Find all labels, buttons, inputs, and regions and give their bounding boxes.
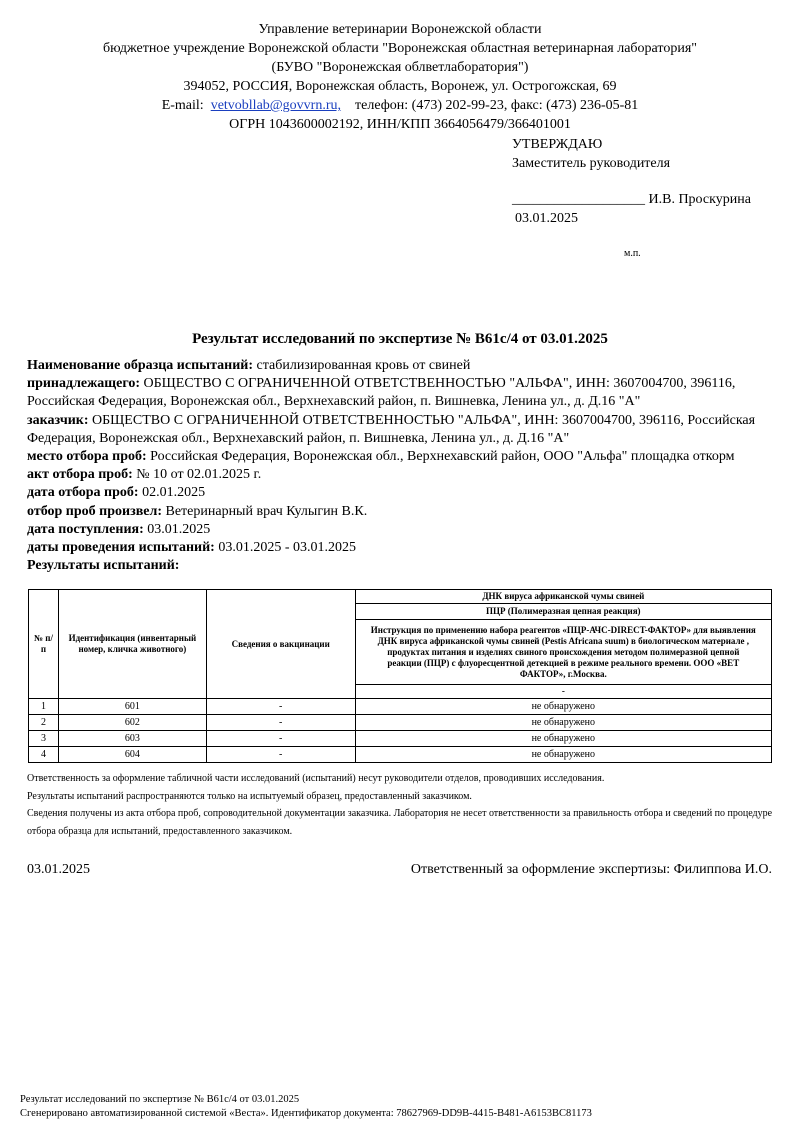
customer-value: ОБЩЕСТВО С ОГРАНИЧЕННОЙ ОТВЕТСТВЕННОСТЬЮ "АЛЬФА", ИНН: 3607004700, 396116, Российская Федерация, Воронежская обл., Верхнехавский район, п. Вишневка, Ленина ул., д. Д.16 "А" [27,412,756,446]
col-header-vaccination: Сведения о вакцинации [206,590,355,699]
results-heading [27,557,777,575]
sampling-place [27,448,777,466]
sampling-act-label: акт отбора проб: [27,467,133,483]
email-label: E-mail: [161,98,204,113]
org-parent: Управление ветеринарии Воронежской области [258,22,542,37]
cell-num: 4 [29,747,59,763]
footer-doc-ref: Результат исследований по экспертизе № В61с/4 от 03.01.2025 [20,1094,300,1105]
cell-id: 602 [58,715,206,731]
phone-fax: телефон: (473) 202-99-23, факс: (473) 236-05-81 [355,98,639,113]
note-scope: Результаты испытаний распространяются только на испытуемый образец, предоставленный заказчиком. [27,790,472,802]
cell-result: не обнаружено [355,747,771,763]
org-address: 394052, РОССИЯ, Воронежская область, Воронеж, ул. Острогожская, 69 [183,79,617,94]
cell-vaccination: - [206,747,355,763]
org-contacts [0,96,800,115]
cell-result: не обнаружено [355,715,771,731]
sampled-by-label: отбор проб произвел: [27,503,162,519]
sampling-place-value: Российская Федерация, Воронежская обл., Верхнехавский район, ООО "Альфа" площадка откорм [150,449,735,465]
table-row [29,731,772,747]
sample-name-value: стабилизированная кровь от свиней [256,358,471,373]
org-short-name: (БУВО "Воронежская облветлаборатория") [271,60,529,75]
cell-result: не обнаружено [355,699,771,715]
sampling-act [27,466,777,484]
receipt-date [27,521,777,539]
org-registration: ОГРН 1043600002192, ИНН/КПП 3664056479/366401001 [229,117,571,132]
notes [27,770,787,840]
cell-vaccination: - [206,731,355,747]
sample-name-label: Наименование образца испытаний: [27,358,253,373]
sampled-by [27,503,777,521]
test-dates-value: 03.01.2025 - 03.01.2025 [218,540,356,556]
document-title: Результат исследований по экспертизе № В61с/4 от 03.01.2025 [192,331,608,347]
note-disclaimer: Сведения получены из акта отбора проб, сопроводительной документации заказчика. Лаборатория не несет ответственности за правильность отбора и сведений по процедуре отбора образца для испытаний, предоставленного заказчиком. [27,808,773,837]
test-dates [27,539,777,557]
signature-line: ___________________ [512,192,645,207]
sample-info [27,357,777,575]
receipt-date-value: 03.01.2025 [147,521,211,537]
results-label: Результаты испытаний: [27,558,180,574]
sampling-act-value: № 10 от 02.01.2025 г. [136,467,262,483]
col-header-indicator: ДНК вируса африканской чумы свиней [355,590,771,604]
cell-vaccination: - [206,699,355,715]
cell-vaccination: - [206,715,355,731]
table-row [29,747,772,763]
footer-generated-id: Сгенерировано автоматизированной системой «Веста». Идентификатор документа: 78627969-DD9B-4415-B481-A6153BC81173 [20,1108,592,1119]
test-dates-label: даты проведения испытаний: [27,540,215,556]
results-table [28,589,772,763]
email-link[interactable]: vetvobllab@govvrn.ru, [210,98,342,113]
sampled-by-value: Ветеринарный врач Кулыгин В.К. [165,503,368,519]
cell-id: 604 [58,747,206,763]
cell-num: 3 [29,731,59,747]
table-row [29,699,772,715]
note-responsibility: Ответственность за оформление табличной части исследований (испытаний) несут руководители отделов, проводивших исследования. [27,773,605,784]
table-row [29,715,772,731]
cell-result: не обнаружено [355,731,771,747]
stamp-place: м.п. [624,248,641,259]
signer-name: И.В. Проскурина [648,192,751,207]
approve-label: УТВЕРЖДАЮ [512,137,603,152]
signoff-date: 03.01.2025 [27,862,90,877]
signature-row [512,190,751,209]
sampling-date [27,484,777,502]
owner-label: принадлежащего: [27,376,140,392]
approval-date: 03.01.2025 [515,211,578,226]
customer-label: заказчик: [27,412,89,428]
responsible-person: Ответственный за оформление экспертизы: Филиппова И.О. [410,862,772,877]
cell-id: 601 [58,699,206,715]
col-header-id: Идентификация (инвентарный номер, кличка животного) [58,590,206,699]
col-header-num: № п/п [29,590,59,699]
cell-num: 2 [29,715,59,731]
col-header-method: ПЦР (Полимеразная цепная реакция) [355,604,771,620]
col-header-units: - [355,685,771,699]
approver-position: Заместитель руководителя [512,156,671,171]
customer [27,412,777,448]
receipt-date-label: дата поступления: [27,521,144,537]
owner [27,375,777,411]
sampling-place-label: место отбора проб: [27,449,147,465]
page-footer [20,1093,592,1121]
sampling-date-value: 02.01.2025 [142,485,206,501]
sampling-date-label: дата отбора проб: [27,485,139,501]
col-header-normative-doc: Инструкция по применению набора реагентов «ПЦР-АЧС-DIRECT-ФАКТОР» для выявления ДНК вируса африканской чумы свиней (Pestis Africana suum) в биологическом материале , продуктах питания и изделиях свиного происхождения методом полимеразной цепной реакции (ПЦР) с флуоресцентной детекцией в режиме реального времени. ООО «ВЕТ ФАКТОР», г.Москва. [355,620,771,685]
cell-num: 1 [29,699,59,715]
cell-id: 603 [58,731,206,747]
sample-name [27,357,777,375]
owner-value: ОБЩЕСТВО С ОГРАНИЧЕННОЙ ОТВЕТСТВЕННОСТЬЮ "АЛЬФА", ИНН: 3607004700, 396116, Российская Федерация, Воронежская обл., Верхнехавский район, п. Вишневка, Ленина ул., д. Д.16 "А" [27,376,736,410]
org-name: бюджетное учреждение Воронежской области "Воронежская областная ветеринарная лаборатория" [103,41,697,56]
